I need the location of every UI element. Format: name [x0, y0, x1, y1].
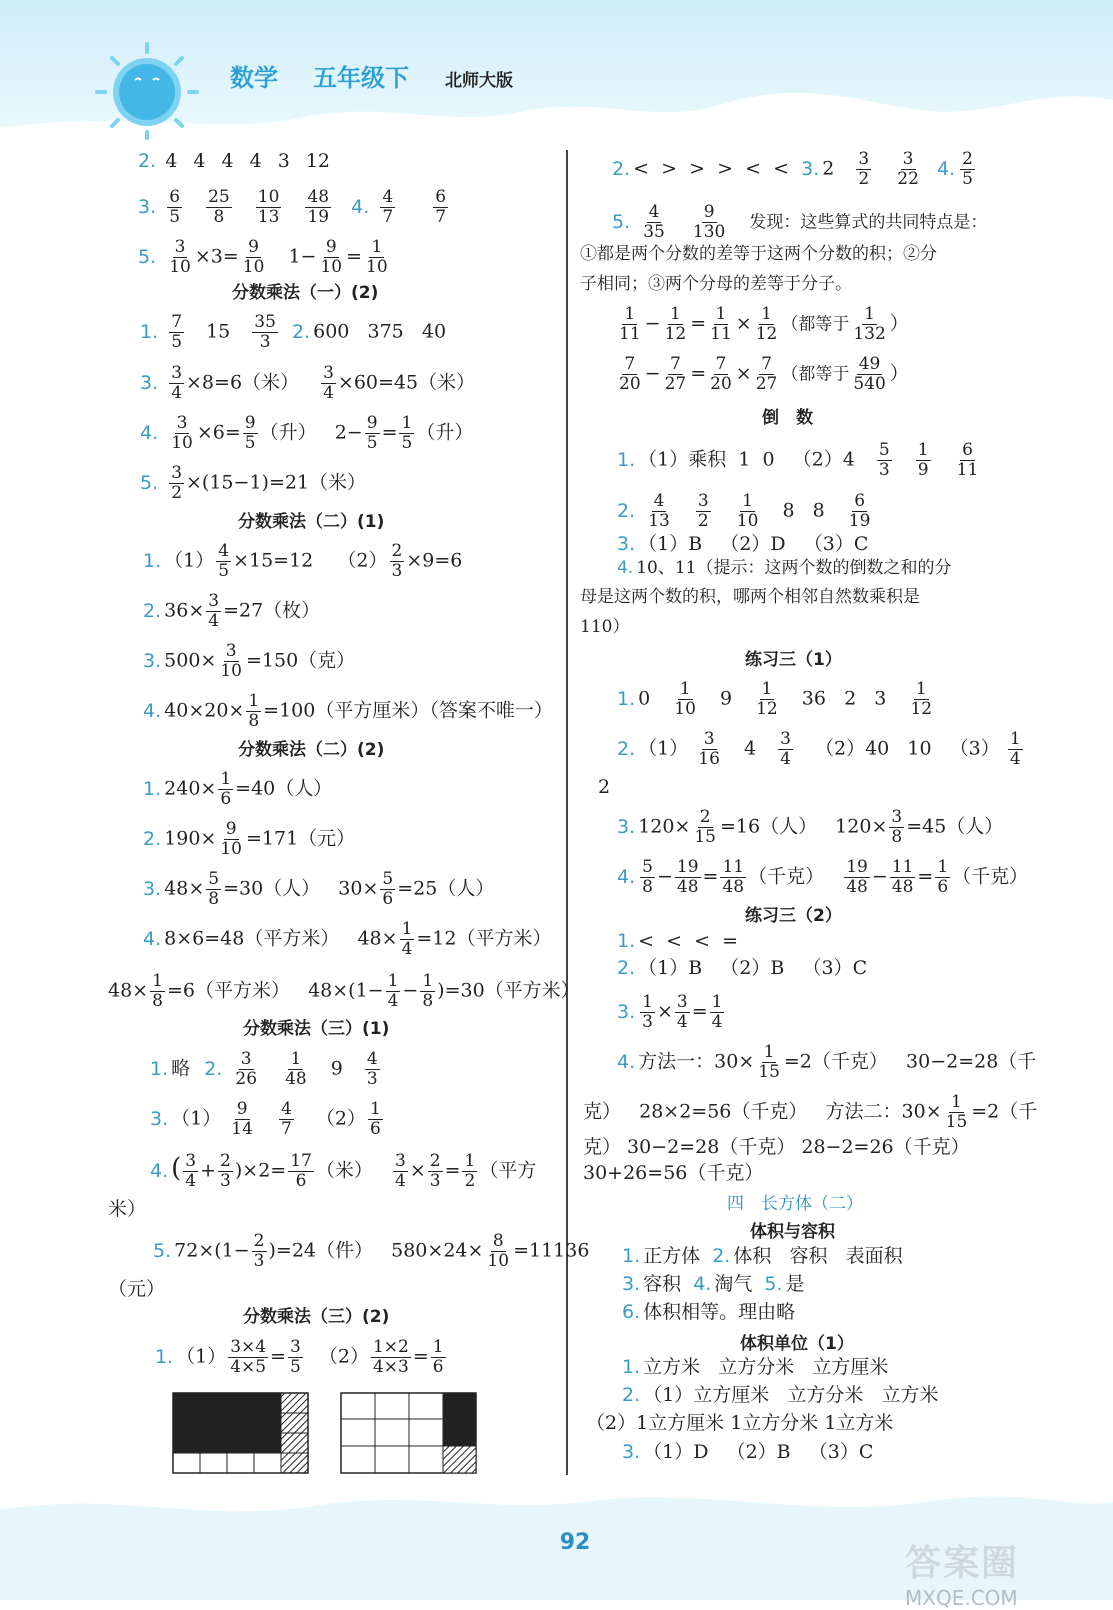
section-heading: 分数乘法（二）(2) — [238, 740, 385, 760]
item-number: 4. — [617, 1050, 636, 1073]
fraction: $\frac{1}{4}$ — [711, 992, 723, 1032]
fraction: $\frac{3}{2}$ — [171, 463, 183, 503]
item-number: 1. — [622, 1356, 641, 1378]
fraction: $\frac{10}{13}$ — [257, 187, 280, 227]
fraction: $\frac{3}{2}$ — [697, 491, 709, 531]
item-number: 4. — [693, 1273, 712, 1295]
answer-row: 48× $\frac{1}{8}$ =6（平方米） 48×(1− $\frac{1}{4}$ − $\frac{1}{8}$ )=30（平方米） — [108, 971, 580, 1011]
answer-row: 4. 8×6=48（平方米） 48× $\frac{1}{4}$ =12（平方米） — [143, 919, 552, 959]
fraction: $\frac{2}{15}$ — [694, 807, 716, 847]
fraction: $\frac{9}{130}$ — [692, 202, 726, 242]
fraction: $\frac{9}{5}$ — [244, 413, 256, 453]
fraction: $\frac{8}{10}$ — [487, 1231, 510, 1271]
answer-row: $\frac{1}{11}$ − $\frac{1}{12}$ = $\frac{1}{11}$ × $\frac{1}{12}$ （都等于 $\frac{1}{132}$ ） — [619, 304, 909, 344]
grid-diagram-right — [340, 1392, 480, 1477]
answer-row: 1. 0 $\frac{1}{10}$ 9 $\frac{1}{12}$ 36 2 3 $\frac{1}{12}$ — [617, 679, 933, 719]
answer-row: 4. ( $\frac{3}{4}$ + $\frac{2}{3}$ )×2= $\frac{17}{6}$ （米） $\frac{3}{4}$ × $\frac{2}{3}$ = $\frac{1}{2}$ （平方 — [150, 1151, 537, 1191]
fraction: $\frac{3}{4}$ — [780, 729, 791, 769]
fraction: $\frac{2}{3}$ — [253, 1231, 265, 1271]
item-number: 4. — [936, 157, 956, 180]
fraction: $\frac{1}{15}$ — [945, 1092, 968, 1132]
answer-row: 2. 190× $\frac{9}{10}$ =171（元） — [143, 819, 356, 859]
item-number: 2. — [617, 957, 636, 979]
explanation-text: ①都是两个分数的差等于这两个分数的积；②分 — [580, 244, 937, 264]
fraction: $\frac{4}{3}$ — [366, 1049, 378, 1089]
section-heading: 分数乘法（三）(2) — [243, 1307, 390, 1327]
item-number: 5. — [138, 245, 157, 268]
fraction: $\frac{1}{8}$ — [422, 971, 434, 1011]
answer-row: 6. 体积相等。理由略 — [622, 1301, 796, 1323]
item-number: 3. — [622, 1273, 641, 1295]
fraction: $\frac{1}{10}$ — [366, 237, 388, 277]
subject-title: 数学 — [230, 64, 278, 92]
answer-row: 5. 72×(1− $\frac{2}{3}$ )=24（件） 580×24× $\frac{8}{10}$ =11136 — [153, 1231, 590, 1271]
fraction: $\frac{1}{10}$ — [674, 679, 696, 719]
fraction: $\frac{1}{10}$ — [736, 491, 759, 531]
item-number: 3. — [617, 1000, 636, 1023]
fraction: $\frac{1}{6}$ — [432, 1337, 444, 1377]
fraction: $\frac{48}{19}$ — [307, 187, 330, 227]
item-number: 4. — [140, 421, 159, 444]
answer-row: 3. $\frac{1}{3}$ × $\frac{3}{4}$ = $\frac{1}{4}$ — [617, 992, 723, 1032]
fraction: $\frac{9}{10}$ — [242, 237, 265, 277]
answer-row: 3. （1）B （2）D （3）C — [617, 533, 869, 555]
fraction: $\frac{7}{20}$ — [710, 354, 732, 394]
answer-row: 3. 120× $\frac{2}{15}$ =16（人） 120× $\frac{3}{8}$ =45（人） — [617, 807, 1004, 847]
fraction: $\frac{1}{8}$ — [248, 691, 260, 731]
fraction: $\frac{9}{10}$ — [220, 819, 242, 859]
fraction: $\frac{4}{35}$ — [643, 202, 665, 242]
item-number: 3. — [617, 815, 636, 838]
answer-row: 克） 28×2=56（千克） 方法二：30× $\frac{1}{15}$ =2（千 — [583, 1092, 1038, 1132]
item-number: 2. — [622, 1384, 641, 1406]
fraction: $\frac{3}{4}$ — [394, 1151, 406, 1191]
answer-row — [138, 150, 330, 172]
fraction: $\frac{3}{22}$ — [897, 149, 919, 189]
fraction: $\frac{1}{12}$ — [755, 304, 778, 344]
answer-row: 5. $\frac{4}{35}$ $\frac{9}{130}$ 发现：这些算式的共同特点是： — [612, 202, 988, 242]
fraction: $\frac{1}{4}$ — [387, 971, 399, 1011]
header-banner — [0, 0, 1113, 150]
fraction: $\frac{1}{8}$ — [152, 971, 163, 1011]
item-number: 1. — [155, 1345, 174, 1368]
fraction: $\frac{1}{6}$ — [220, 769, 232, 809]
answer-row: 3. 48× $\frac{5}{8}$ =30（人） 30× $\frac{5}{6}$ =25（人） — [143, 869, 495, 909]
item-number: 3. — [140, 371, 159, 394]
item-number: 4. — [617, 865, 636, 888]
fraction: $\frac{3}{4}$ — [171, 363, 183, 403]
fraction: $\frac{1}{11}$ — [710, 304, 732, 344]
section-heading: 分数乘法（三）(1) — [243, 1019, 390, 1039]
fraction: $\frac{7}{20}$ — [619, 354, 641, 394]
answer-row: 4. 方法一：30× $\frac{1}{15}$ =2（千克） 30−2=28（千 — [617, 1042, 1037, 1082]
item-number: 1. — [150, 1057, 169, 1080]
fraction: $\frac{6}{19}$ — [848, 491, 871, 531]
answer-row: 3. 容积 4. 淘气 5. 是 — [622, 1273, 805, 1295]
section-heading: 体积单位（1） — [740, 1334, 854, 1354]
item-number: 4. — [150, 1159, 169, 1182]
fraction: $\frac{3}{26}$ — [235, 1049, 258, 1089]
answer-continuation: 克） 30−2=28（千克） 28−2=26（千克） — [583, 1136, 970, 1158]
answer-row: 1. < < < = — [617, 930, 739, 952]
section-heading: 练习三（1） — [745, 650, 842, 670]
fraction: $\frac{2}{3}$ — [220, 1151, 231, 1191]
item-number: 5. — [612, 210, 631, 233]
fraction: $\frac{1}{3}$ — [642, 992, 653, 1032]
fraction: $\frac{4}{5}$ — [218, 541, 230, 581]
fraction: $\frac{5}{6}$ — [382, 869, 394, 909]
item-number: 1. — [143, 777, 162, 800]
fraction: $\frac{2}{3}$ — [391, 541, 403, 581]
answer-continuation: 30+26=56（千克） — [583, 1162, 764, 1184]
answer-row: 3. （1）D （2）B （3）C — [622, 1441, 874, 1463]
fraction: $\frac{3}{10}$ — [171, 413, 193, 453]
answer-row: 1. 立方米 立方分米 立方厘米 — [622, 1356, 889, 1378]
answer-row: 2. 36× $\frac{3}{4}$ =27（枚） — [143, 591, 321, 631]
answer-row: 2. （1）立方厘米 立方分米 立方米 — [622, 1384, 939, 1406]
item-number: 4. — [617, 558, 634, 578]
sun-icon — [92, 40, 202, 140]
chapter-heading: 四 长方体（二） — [727, 1194, 863, 1214]
fraction: $\frac{6}{5}$ — [169, 187, 181, 227]
item-number: 2. — [712, 1245, 731, 1267]
item-number: 1. — [617, 930, 636, 952]
fraction: $\frac{4}{7}$ — [382, 187, 394, 227]
item-number: 5. — [764, 1273, 783, 1295]
answer-continuation: 米） — [108, 1198, 147, 1220]
item-number: 3. — [143, 877, 162, 900]
item-number: 2. — [291, 320, 311, 343]
fraction: $\frac{3}{4}$ — [208, 591, 220, 631]
item-number: 1. — [140, 320, 159, 343]
answer-row: 3. （1） $\frac{9}{14}$ $\frac{4}{7}$ （2） $\frac{1}{6}$ — [150, 1099, 381, 1139]
answer-row: 1. $\frac{7}{5}$ 15 $\frac{35}{3}$ 2. 600 375 40 — [140, 312, 447, 352]
section-heading: 分数乘法（一）(2) — [232, 283, 379, 303]
answer-row: $\frac{7}{20}$ − $\frac{7}{27}$ = $\frac{7}{20}$ × $\frac{7}{27}$ （都等于 $\frac{49}{540}$ ） — [619, 354, 909, 394]
item-number: 4. — [351, 195, 370, 218]
fraction: $\frac{3}{4}$ — [185, 1151, 197, 1191]
fraction: $\frac{3}{2}$ — [858, 149, 870, 189]
answer-row: 1. （1）乘积 1 0 （2）4 $\frac{5}{3}$ $\frac{1}{9}$ $\frac{6}{11}$ — [617, 440, 979, 480]
section-heading: 体积与容积 — [750, 1222, 835, 1242]
fraction: $\frac{5}{8}$ — [208, 869, 220, 909]
item-number: 3. — [138, 195, 157, 218]
fraction: $\frac{17}{6}$ — [290, 1151, 312, 1191]
fraction: $\frac{11}{48}$ — [722, 857, 745, 897]
page-number: 92 — [559, 1530, 591, 1555]
item-number: 3. — [150, 1107, 169, 1130]
fraction: $\frac{3}{5}$ — [290, 1337, 301, 1377]
item-number: 6. — [622, 1301, 641, 1323]
grid-diagram-left — [172, 1392, 312, 1477]
answer-row: 4. $\frac{5}{8}$ − $\frac{19}{48}$ = $\frac{11}{48}$ （千克） $\frac{19}{48}$ − $\frac{11}{48}$ = $\frac{1}{6}$ （千克） — [617, 857, 1029, 897]
answer-continuation: 2 — [598, 776, 611, 798]
explanation-text: 子相同；③两个分母的差等于分子。 — [580, 274, 852, 294]
answer-row: 2. $\frac{4}{13}$ $\frac{3}{2}$ $\frac{1}{10}$ 8 8 $\frac{6}{19}$ — [617, 491, 871, 531]
item-number: 2. — [143, 827, 162, 850]
fraction: $\frac{2}{3}$ — [429, 1151, 441, 1191]
fraction: $\frac{35}{3}$ — [254, 312, 276, 352]
column-divider — [566, 150, 568, 1475]
watermark: 答案圈 MXQE.COM — [905, 1543, 1020, 1610]
item-number: 4. — [143, 927, 162, 950]
fraction: $\frac{3}{10}$ — [220, 641, 242, 681]
answer-continuation: （元） — [108, 1278, 166, 1300]
fraction: $\frac{3}{8}$ — [891, 807, 903, 847]
fraction: $\frac{1}{132}$ — [853, 304, 886, 344]
fraction: $\frac{1}{12}$ — [756, 679, 778, 719]
fraction: $\frac{3}{16}$ — [698, 729, 720, 769]
fraction: $\frac{5}{3}$ — [878, 440, 890, 480]
answer-row: 2. < > > > < < 3. 2 $\frac{3}{2}$ $\frac{3}{22}$ 4. $\frac{2}{5}$ — [612, 149, 973, 189]
edition-label: 北师大版 — [445, 71, 513, 91]
fraction: $\frac{1}{6}$ — [369, 1099, 381, 1139]
answer-row: 5. $\frac{3}{10}$ ×3= $\frac{9}{10}$ 1− $\frac{9}{10}$ = $\frac{1}{10}$ — [138, 237, 388, 277]
answer-row: 4. 40×20× $\frac{1}{8}$ =100（平方厘米）（答案不唯一） — [143, 691, 553, 731]
fraction: $\frac{7}{5}$ — [171, 312, 183, 352]
fraction: $\frac{11}{48}$ — [891, 857, 914, 897]
item-number: 2. — [617, 499, 636, 522]
fraction: $\frac{1}{6}$ — [937, 857, 949, 897]
fraction: $\frac{1}{15}$ — [758, 1042, 780, 1082]
fraction: $\frac{6}{11}$ — [956, 440, 979, 480]
section-heading: 分数乘法（二）(1) — [238, 512, 385, 532]
answer-row: 2. （1） $\frac{3}{16}$ 4 $\frac{3}{4}$ （2）40 10 （3） $\frac{1}{4}$ — [617, 729, 1021, 769]
fraction: $\frac{6}{7}$ — [435, 187, 447, 227]
item-number: 4. — [143, 699, 162, 722]
fraction: $\frac{19}{48}$ — [846, 857, 868, 897]
item-number: 3. — [622, 1441, 641, 1463]
answer-row: 1. 略 2. $\frac{3}{26}$ $\frac{1}{48}$ 9 $\frac{4}{3}$ — [150, 1049, 378, 1089]
fraction: $\frac{3\times 4}{4\times 5}$ — [230, 1337, 267, 1377]
item-number: 3. — [143, 649, 162, 672]
answer-text: 4 4 4 4 3 12 — [165, 150, 331, 172]
fraction: $\frac{3}{10}$ — [169, 237, 191, 277]
fraction: $\frac{4}{13}$ — [648, 491, 670, 531]
answer-row: 1. 240× $\frac{1}{6}$ =40（人） — [143, 769, 333, 809]
answer-continuation: （2）1立方厘米 1立方分米 1立方米 — [586, 1412, 894, 1434]
item-number: 3. — [617, 533, 636, 555]
section-heading: 倒 数 — [762, 408, 813, 428]
fraction: $\frac{7}{27}$ — [755, 354, 778, 394]
fraction: $\frac{1}{5}$ — [401, 413, 413, 453]
item-number: 2. — [612, 157, 631, 180]
answer-row: 5. $\frac{3}{2}$ ×(15−1)=21（米） — [140, 463, 367, 503]
answer-row: 1. 正方体 2. 体积 容积 表面积 — [622, 1245, 903, 1267]
fraction: $\frac{1}{9}$ — [917, 440, 929, 480]
fraction: $\frac{1}{4}$ — [401, 919, 413, 959]
item-number: 3. — [801, 157, 820, 180]
fraction: $\frac{2}{5}$ — [962, 149, 973, 189]
item-number: 2. — [143, 599, 162, 622]
fraction: $\frac{9}{14}$ — [231, 1099, 253, 1139]
fraction: $\frac{7}{27}$ — [664, 354, 687, 394]
fraction: $\frac{1}{11}$ — [619, 304, 641, 344]
item-number: 1. — [143, 549, 162, 572]
grade-title: 五年级下 — [313, 64, 409, 92]
answer-row: 3. 500× $\frac{3}{10}$ =150（克） — [143, 641, 356, 681]
item-number: 1. — [617, 687, 636, 710]
fraction: $\frac{4}{7}$ — [280, 1099, 292, 1139]
section-heading: 练习三（2） — [745, 906, 842, 926]
answer-row: 1. （1） $\frac{4}{5}$ ×15=12 （2） $\frac{2}{3}$ ×9=6 — [143, 541, 463, 581]
item-number: 5. — [140, 471, 159, 494]
fraction: $\frac{25}{8}$ — [208, 187, 230, 227]
answer-row: 1. （1） $\frac{3\times 4}{4\times 5}$ = $\frac{3}{5}$ （2） $\frac{1\times 2}{4\times 3}$ = $\frac{1}{6}$ — [155, 1337, 444, 1377]
fraction: $\frac{1}{48}$ — [285, 1049, 307, 1089]
fraction: $\frac{1}{2}$ — [464, 1151, 476, 1191]
fraction: $\frac{49}{540}$ — [853, 354, 886, 394]
explanation-text: 110） — [580, 617, 630, 637]
answer-row: 4. 10、11（提示：这两个数的倒数之和的分 — [617, 558, 952, 578]
fraction: $\frac{1}{4}$ — [1009, 729, 1021, 769]
item-number: 1. — [622, 1245, 641, 1267]
answer-row: 3. $\frac{3}{4}$ ×8=6（米） $\frac{3}{4}$ ×60=45（米） — [140, 363, 476, 403]
item-number: 2. — [617, 737, 636, 760]
item-number: 2. — [138, 150, 157, 172]
answer-row — [138, 188, 450, 227]
fraction: $\frac{1}{12}$ — [910, 679, 933, 719]
fraction: $\frac{1}{12}$ — [664, 304, 687, 344]
fraction: $\frac{9}{5}$ — [366, 413, 378, 453]
item-number: 2. — [204, 1057, 223, 1080]
fraction: $\frac{5}{8}$ — [642, 857, 653, 897]
explanation-text: 母是这两个数的积，哪两个相邻自然数乘积是 — [580, 587, 920, 607]
item-number: 1. — [617, 448, 636, 471]
fraction: $\frac{19}{48}$ — [676, 857, 699, 897]
fraction: $\frac{9}{10}$ — [320, 237, 343, 277]
fraction: $\frac{1\times 2}{4\times 3}$ — [372, 1337, 409, 1377]
answer-row: 2. （1）B （2）B （3）C — [617, 957, 868, 979]
fraction: $\frac{3}{4}$ — [323, 363, 334, 403]
answer-row: 4. $\frac{3}{10}$ ×6= $\frac{9}{5}$ （升） 2− $\frac{9}{5}$ = $\frac{1}{5}$ （升） — [140, 413, 474, 453]
item-number: 5. — [153, 1239, 172, 1262]
fraction: $\frac{3}{4}$ — [676, 992, 688, 1032]
